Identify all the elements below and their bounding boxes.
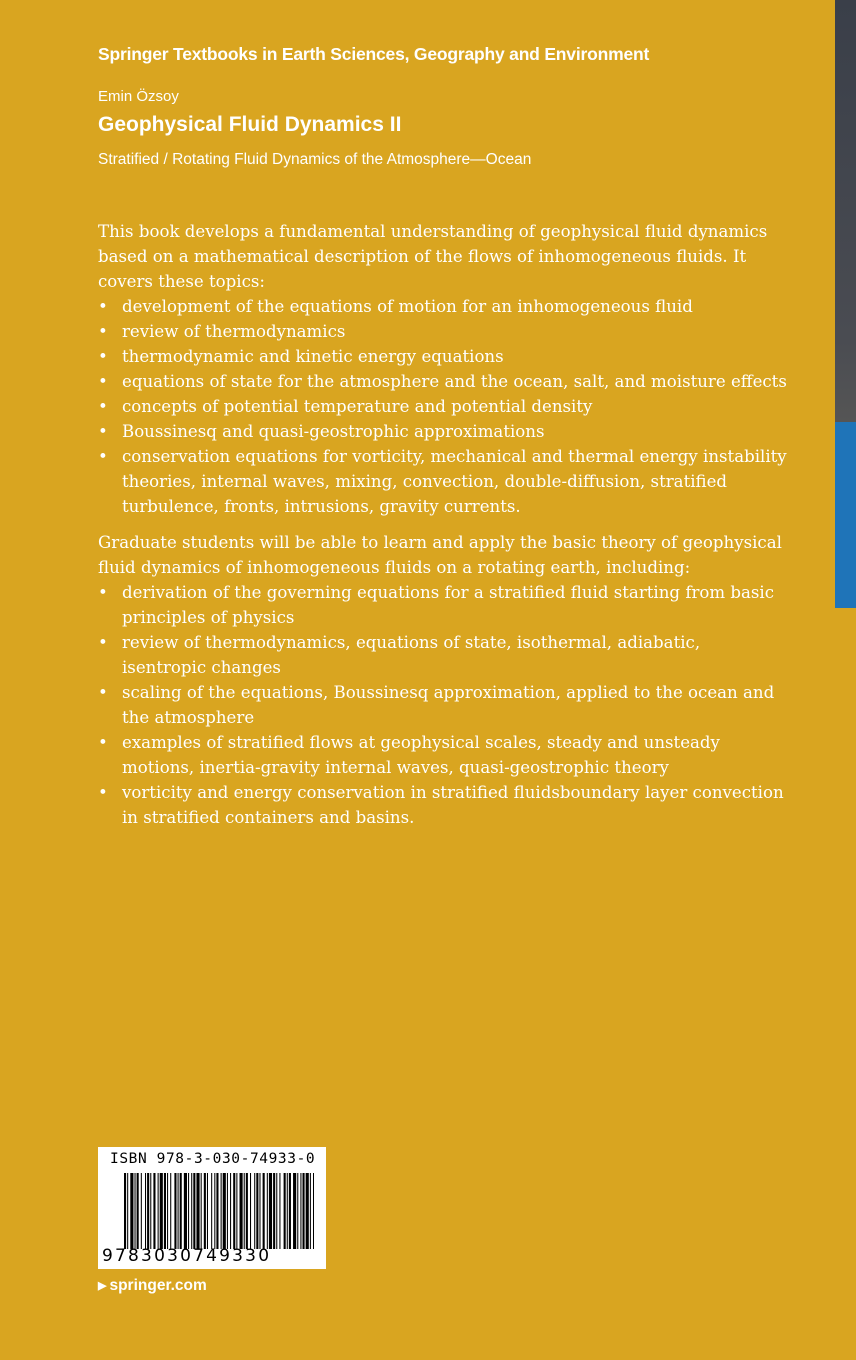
barcode-bar [259, 1173, 260, 1249]
barcode-bar [178, 1173, 179, 1249]
barcode-bar [147, 1173, 149, 1249]
barcode-bar [254, 1173, 255, 1249]
barcode-bar [300, 1173, 301, 1249]
barcode-bar [170, 1173, 171, 1249]
list-item: • Boussinesq and quasi-geostrophic approximations [98, 419, 788, 444]
barcode-bar [223, 1173, 226, 1249]
list-item: • equations of state for the atmosphere and the ocean, salt, and moisture effects [98, 369, 788, 394]
barcode-bar [145, 1173, 146, 1249]
barcode-bar [207, 1173, 208, 1249]
list-item: • thermodynamic and kinetic energy equations [98, 344, 788, 369]
intro-paragraph: This book develops a fundamental understanding of geophysical fluid dynamics based on a mathematical description of the flows of inhomogeneous fluids. It covers these topics: [98, 222, 768, 291]
barcode-bars [124, 1173, 314, 1249]
barcode-bar [160, 1173, 163, 1249]
barcode-bar [135, 1173, 136, 1249]
list-item: • examples of stratified flows at geophysical scales, steady and unsteady motions, inertia-gravity internal waves, quasi-geostrophic theory [98, 730, 788, 780]
barcode-bar [193, 1173, 195, 1249]
barcode-bar [263, 1173, 265, 1249]
barcode-bar [310, 1173, 311, 1249]
outcomes-list [98, 580, 788, 830]
barcode-bar [153, 1173, 155, 1249]
barcode-bar [127, 1173, 128, 1249]
list-item: • vorticity and energy conservation in stratified fluidsboundary layer convection in stratified containers and basins. [98, 780, 788, 830]
barcode-bar [141, 1173, 142, 1249]
barcode-bar [267, 1173, 268, 1249]
students-paragraph: Graduate students will be able to learn and apply the basic theory of geophysical fluid dynamics of inhomogeneous fluids on a rotating earth, including: [98, 533, 782, 577]
description [98, 219, 788, 830]
barcode-bar [227, 1173, 228, 1249]
barcode-bar [287, 1173, 288, 1249]
barcode-bar [244, 1173, 245, 1249]
list-item: • conservation equations for vorticity, mechanical and thermal energy instability theories, internal waves, mixing, convection, double-diffusion, stratified turbulence, fronts, intrusions, gravity currents. [98, 444, 788, 519]
barcode-bar [273, 1173, 275, 1249]
list-item: • concepts of potential temperature and potential density [98, 394, 788, 419]
barcode-bar [256, 1173, 258, 1249]
barcode-bar [221, 1173, 222, 1249]
barcode-bar [269, 1173, 272, 1249]
list-item: • scaling of the equations, Boussinesq approximation, applied to the ocean and the atmosphere [98, 680, 788, 730]
topics-list [98, 294, 788, 519]
barcode-bar [236, 1173, 237, 1249]
barcode-bar [214, 1173, 215, 1249]
barcode-bar [201, 1173, 202, 1249]
barcode-bar [289, 1173, 291, 1249]
spine-lower [835, 608, 856, 1360]
barcode-bar [211, 1173, 212, 1249]
book-subtitle: Stratified / Rotating Fluid Dynamics of the Atmosphere—Ocean [98, 151, 532, 168]
barcode-bar [240, 1173, 243, 1249]
barcode-bar [124, 1173, 126, 1249]
barcode-bar [191, 1173, 192, 1249]
barcode-bar [250, 1173, 251, 1249]
author-name: Emin Özsoy [98, 88, 179, 105]
barcode-digits: 9783030749330 [102, 1246, 272, 1266]
barcode-bar [303, 1173, 305, 1249]
list-item: • review of thermodynamics, equations of state, isothermal, adiabatic, isentropic changes [98, 630, 788, 680]
barcode-bar [180, 1173, 182, 1249]
barcode-bar [130, 1173, 133, 1249]
barcode-bar [158, 1173, 159, 1249]
barcode-bar [150, 1173, 151, 1249]
barcode-bar [137, 1173, 139, 1249]
spine-blue-band [835, 422, 856, 608]
arrow-icon: ▶ [98, 1280, 107, 1292]
barcode-bar [233, 1173, 235, 1249]
barcode-bar [306, 1173, 309, 1249]
barcode-bar [279, 1173, 280, 1249]
barcode-bar [174, 1173, 176, 1249]
barcode [98, 1147, 326, 1269]
barcode-bar [184, 1173, 187, 1249]
barcode-bar [297, 1173, 298, 1249]
list-item: • review of thermodynamics [98, 319, 788, 344]
barcode-bar [204, 1173, 206, 1249]
barcode-bar [293, 1173, 296, 1249]
barcode-bar [216, 1173, 218, 1249]
barcode-bar [246, 1173, 248, 1249]
barcode-bar [196, 1173, 199, 1249]
barcode-bar [313, 1173, 314, 1249]
barcode-bar [167, 1173, 168, 1249]
website-label: springer.com [109, 1277, 207, 1294]
list-item: • development of the equations of motion for an inhomogeneous fluid [98, 294, 788, 319]
book-title: Geophysical Fluid Dynamics II [98, 113, 402, 136]
isbn-label: ISBN 978-3-030-74933-0 [110, 1151, 316, 1167]
publisher-website [98, 1277, 207, 1295]
barcode-bar [164, 1173, 166, 1249]
barcode-bar [188, 1173, 189, 1249]
barcode-bar [276, 1173, 277, 1249]
barcode-bar [284, 1173, 286, 1249]
list-item: • derivation of the governing equations for a stratified fluid starting from basic principles of physics [98, 580, 788, 630]
barcode-bar [230, 1173, 231, 1249]
series-title: Springer Textbooks in Earth Sciences, Geography and Environment [98, 44, 650, 64]
